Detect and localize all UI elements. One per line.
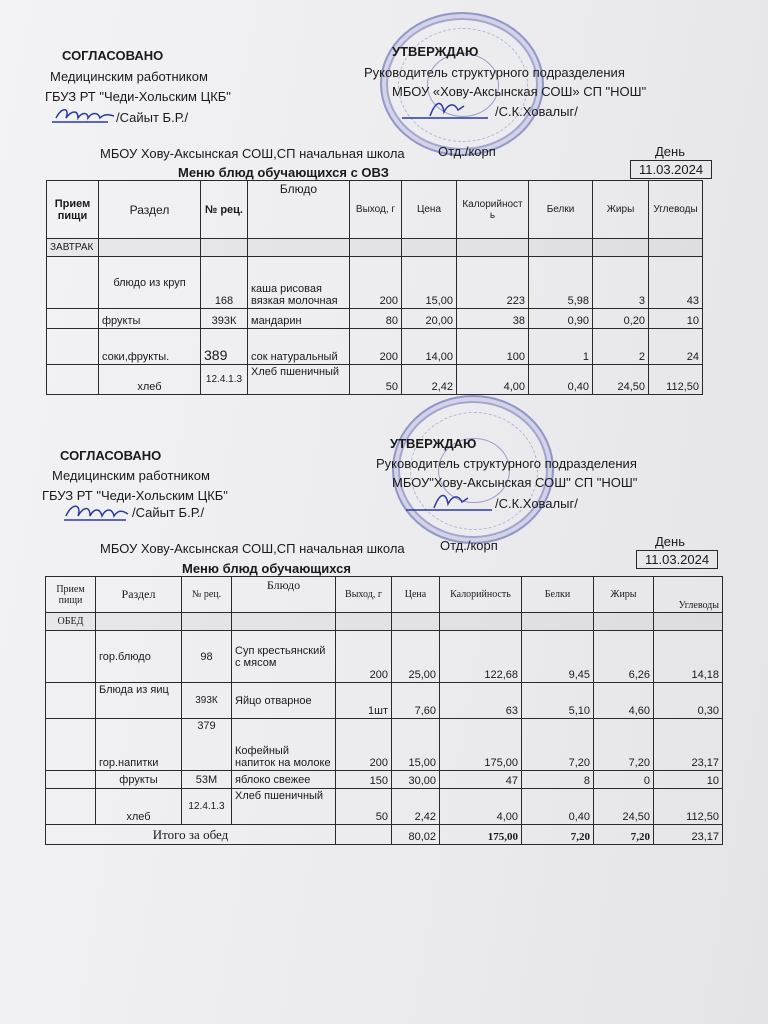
cell-price: 14,00 [402, 329, 457, 365]
col-protein: Белки [522, 577, 594, 613]
cell-output: 200 [350, 329, 402, 365]
col-calories: Калорийность [457, 181, 529, 239]
cell-fat: 4,60 [594, 683, 654, 719]
signature-icon [404, 488, 494, 514]
total-carbs: 23,17 [654, 825, 723, 845]
cell-recipe: 389 [201, 329, 248, 365]
cell-section: гор.блюдо [96, 631, 182, 683]
table-header [46, 577, 723, 613]
agreed-sign: /Сайыт Б.Р./ [116, 110, 189, 125]
cell-section: соки,фрукты. [99, 329, 201, 365]
col-carbs: Углеводы [654, 577, 723, 613]
cell-price: 2,42 [392, 789, 440, 825]
cell-price: 15,00 [392, 719, 440, 771]
cell-carbs: 14,18 [654, 631, 723, 683]
col-output: Выход, г [336, 577, 392, 613]
cell-calories: 4,00 [457, 365, 529, 395]
approved-heading: УТВЕРЖДАЮ [392, 44, 479, 59]
cell-output: 80 [350, 309, 402, 329]
agreed-heading: СОГЛАСОВАНО [62, 48, 164, 63]
cell-recipe: 379 [182, 719, 232, 771]
cell-calories: 47 [440, 771, 522, 789]
cell-protein: 0,90 [529, 309, 593, 329]
col-meal: Прием пищи [46, 577, 96, 613]
signature-icon [48, 104, 118, 128]
day-label: День [655, 144, 685, 159]
cell-carbs: 23,17 [654, 719, 723, 771]
approved-line2: МБОУ «Хову-Аксынская СОШ» СП "НОШ" [392, 84, 647, 99]
cell-section: хлеб [99, 365, 201, 395]
cell-fat: 24,50 [593, 365, 649, 395]
col-dish: Блюдо [248, 181, 350, 239]
agreed-line2-2: ГБУЗ РТ "Чеди-Хольским ЦКБ" [42, 488, 228, 503]
cell-fat: 2 [593, 329, 649, 365]
cell-protein: 5,10 [522, 683, 594, 719]
cell-carbs: 24 [649, 329, 703, 365]
col-carbs: Углеводы [649, 181, 703, 239]
approved-sign: /С.К.Ховалыг/ [495, 104, 578, 119]
cell-output: 150 [336, 771, 392, 789]
col-section: Раздел [96, 577, 182, 613]
menu-date: 11.03.2024 [630, 160, 712, 179]
cell-output: 50 [336, 789, 392, 825]
cell-carbs: 112,50 [649, 365, 703, 395]
cell-carbs: 10 [654, 771, 723, 789]
cell-dish: Кофейный напиток на молоке [232, 719, 336, 771]
cell-fat: 24,50 [594, 789, 654, 825]
total-label: Итого за обед [46, 825, 336, 845]
col-calories: Калорийность [440, 577, 522, 613]
signature-icon [400, 96, 490, 122]
cell-section: блюдо из круп [99, 257, 201, 309]
cell-protein: 0,40 [522, 789, 594, 825]
meal-row [46, 613, 723, 631]
menu-date-2: 11.03.2024 [636, 550, 718, 569]
cell-output: 200 [336, 631, 392, 683]
total-row [46, 825, 723, 845]
cell-dish: мандарин [248, 309, 350, 329]
cell-section: хлеб [96, 789, 182, 825]
cell-fat: 3 [593, 257, 649, 309]
cell-dish: Хлеб пшеничный [248, 365, 350, 395]
total-protein: 7,20 [522, 825, 594, 845]
agreed-line1: Медицинским работником [50, 69, 208, 84]
cell-dish: каша рисовая вязкая молочная [248, 257, 350, 309]
cell-carbs: 0,30 [654, 683, 723, 719]
total-calories: 175,00 [440, 825, 522, 845]
cell-protein: 9,45 [522, 631, 594, 683]
cell-calories: 122,68 [440, 631, 522, 683]
cell-dish: сок натуральный [248, 329, 350, 365]
agreed-line2: ГБУЗ РТ "Чеди-Хольским ЦКБ" [45, 89, 231, 104]
menu-table-breakfast [46, 180, 703, 395]
cell-output: 50 [350, 365, 402, 395]
signature-icon [60, 500, 132, 526]
approved-line2-2: МБОУ"Хову-Аксынская СОШ" СП "НОШ" [392, 475, 638, 490]
col-fat: Жиры [593, 181, 649, 239]
cell-protein: 1 [529, 329, 593, 365]
agreed-sign-2: /Сайыт Б.Р./ [132, 505, 205, 520]
table-header [47, 181, 703, 239]
dept-label-2: Отд./корп [440, 538, 498, 553]
col-output: Выход, г [350, 181, 402, 239]
cell-protein: 5,98 [529, 257, 593, 309]
day-label-2: День [655, 534, 685, 549]
cell-price: 2,42 [402, 365, 457, 395]
cell-recipe: 393К [182, 683, 232, 719]
cell-carbs: 10 [649, 309, 703, 329]
approved-line1-2: Руководитель структурного подразделения [376, 456, 637, 471]
cell-section: Блюда из яиц [96, 683, 182, 719]
cell-section: фрукты [96, 771, 182, 789]
col-recipe: № рец. [182, 577, 232, 613]
col-protein: Белки [529, 181, 593, 239]
col-section: Раздел [99, 181, 201, 239]
cell-protein: 8 [522, 771, 594, 789]
table-row [47, 365, 703, 395]
cell-recipe: 12.4.1.3 [201, 365, 248, 395]
agreed-heading-2: СОГЛАСОВАНО [60, 448, 162, 463]
total-fat: 7,20 [594, 825, 654, 845]
col-recipe: № рец. [201, 181, 248, 239]
school-name: МБОУ Хову-Аксынская СОШ,СП начальная школа [100, 146, 405, 161]
approved-line1: Руководитель структурного подразделения [364, 65, 625, 80]
total-price: 80,02 [392, 825, 440, 845]
cell-carbs: 112,50 [654, 789, 723, 825]
cell-fat: 0,20 [593, 309, 649, 329]
agreed-line1-2: Медицинским работником [52, 468, 210, 483]
meal-label: ЗАВТРАК [47, 239, 99, 257]
cell-dish: яблоко свежее [232, 771, 336, 789]
approved-heading-2: УТВЕРЖДАЮ [390, 436, 477, 451]
cell-protein: 7,20 [522, 719, 594, 771]
table-row [46, 683, 723, 719]
cell-fat: 7,20 [594, 719, 654, 771]
col-fat: Жиры [594, 577, 654, 613]
cell-recipe: 53М [182, 771, 232, 789]
cell-fat: 0 [594, 771, 654, 789]
cell-calories: 63 [440, 683, 522, 719]
cell-recipe: 168 [201, 257, 248, 309]
cell-recipe: 12.4.1.3 [182, 789, 232, 825]
col-meal: Прием пищи [47, 181, 99, 239]
cell-calories: 223 [457, 257, 529, 309]
cell-carbs: 43 [649, 257, 703, 309]
cell-price: 25,00 [392, 631, 440, 683]
dept-label: Отд./корп [438, 144, 496, 159]
cell-fat: 6,26 [594, 631, 654, 683]
cell-recipe: 393К [201, 309, 248, 329]
table-row [46, 771, 723, 789]
cell-calories: 38 [457, 309, 529, 329]
cell-section: гор.напитки [96, 719, 182, 771]
table-row [46, 719, 723, 771]
menu-title-2: Меню блюд обучающихся [182, 561, 351, 576]
cell-section: фрукты [99, 309, 201, 329]
menu-table-lunch [45, 576, 723, 845]
cell-calories: 100 [457, 329, 529, 365]
cell-output: 200 [336, 719, 392, 771]
table-row [46, 631, 723, 683]
cell-dish: Суп крестьянский с мясом [232, 631, 336, 683]
cell-price: 7,60 [392, 683, 440, 719]
approved-sign-2: /С.К.Ховалыг/ [495, 496, 578, 511]
cell-price: 30,00 [392, 771, 440, 789]
meal-row [47, 239, 703, 257]
cell-recipe: 98 [182, 631, 232, 683]
cell-dish: Яйцо отварное [232, 683, 336, 719]
menu-title: Меню блюд обучающихся с ОВЗ [178, 165, 389, 180]
cell-price: 15,00 [402, 257, 457, 309]
cell-dish: Хлеб пшеничный [232, 789, 336, 825]
col-dish: Блюдо [232, 577, 336, 613]
table-row [47, 257, 703, 309]
table-row [46, 789, 723, 825]
table-row [47, 309, 703, 329]
table-row [47, 329, 703, 365]
meal-label: ОБЕД [46, 613, 96, 631]
col-price: Цена [392, 577, 440, 613]
cell-price: 20,00 [402, 309, 457, 329]
col-price: Цена [402, 181, 457, 239]
cell-calories: 175,00 [440, 719, 522, 771]
cell-calories: 4,00 [440, 789, 522, 825]
cell-output: 200 [350, 257, 402, 309]
cell-output: 1шт [336, 683, 392, 719]
cell-protein: 0,40 [529, 365, 593, 395]
school-name-2: МБОУ Хову-Аксынская СОШ,СП начальная школа [100, 541, 405, 556]
